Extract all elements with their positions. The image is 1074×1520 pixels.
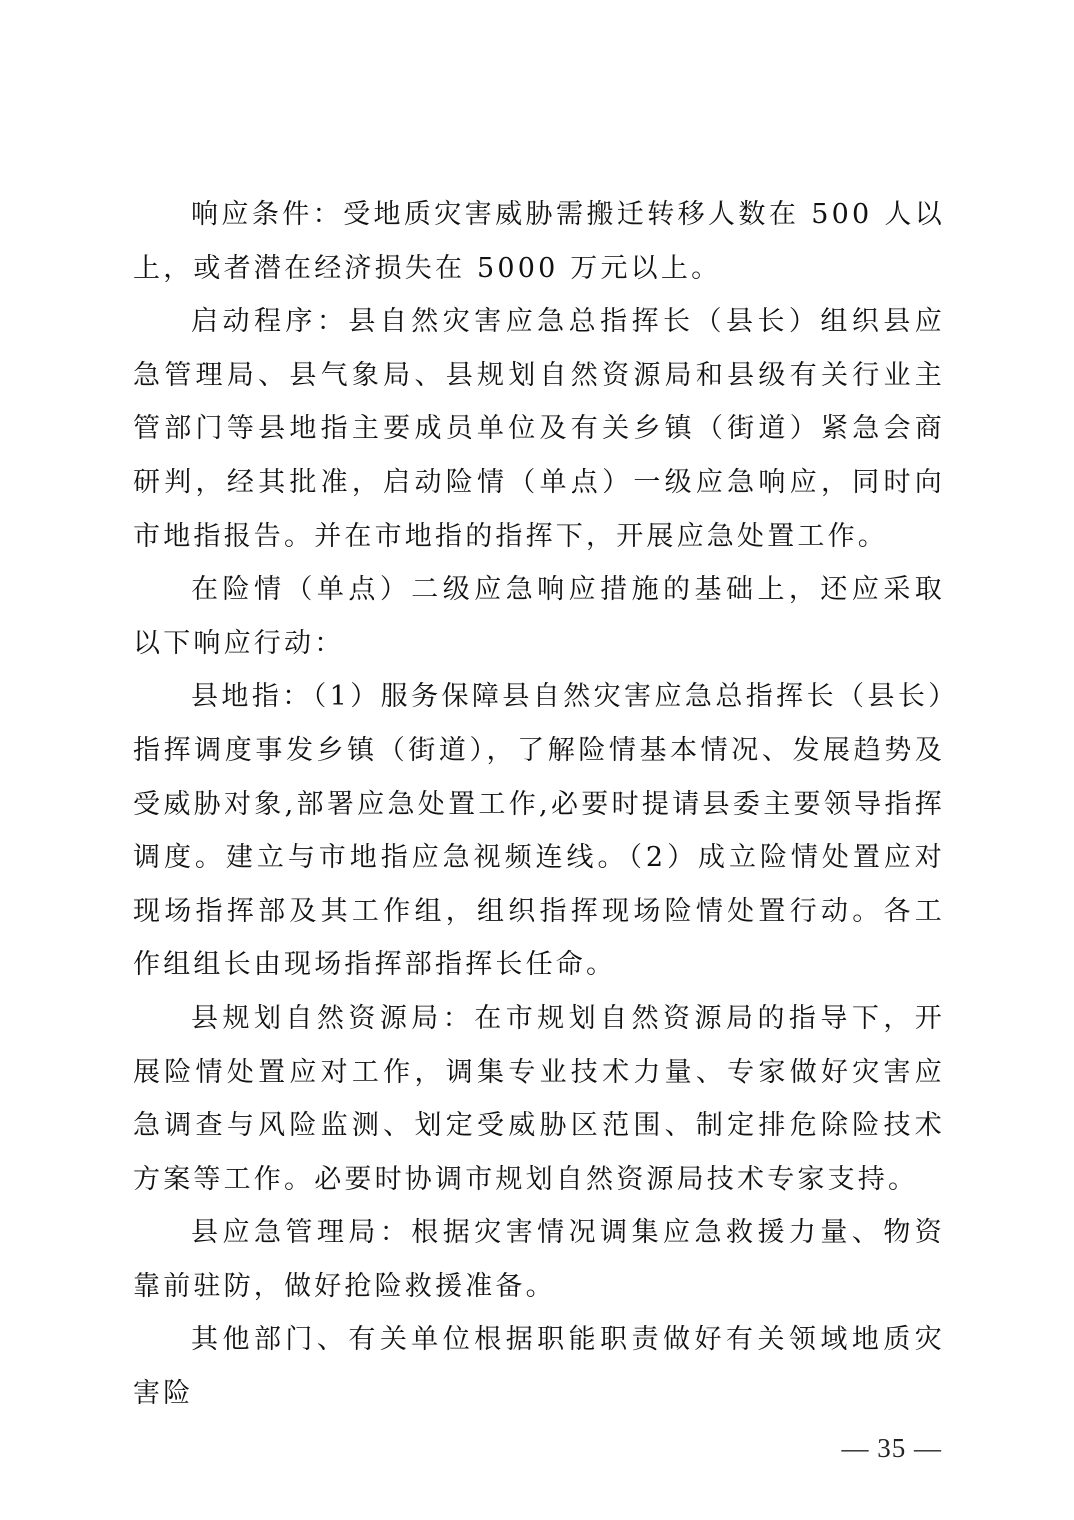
paragraph-additional-actions: 在险情（单点）二级应急响应措施的基础上，还应采取以下响应行动： xyxy=(133,574,945,659)
paragraph-response-conditions: 响应条件：受地质灾害威胁需搬迁转移人数在 500 人以上，或者潜在经济损失在 5000 万元以上。 xyxy=(133,199,945,284)
paragraph-other-departments: 其他部门、有关单位根据职能职责做好有关领域地质灾害险 xyxy=(133,1324,945,1410)
paragraph-county-geo-command: 县地指：（1）服务保障县自然灾害应急总指挥长（县长）指挥调度事发乡镇（街道），了解险情基本情况、发展趋势及受威胁对象,部署应急处置工作,必要时提请县委主要领导指挥调度。建立与市地指应急视频连线。（2）成立险情处置应对现场指挥部及其工作组，组织指挥现场险情处置行动。各工作组组长由现场指挥部指挥长任命。 xyxy=(133,681,945,981)
paragraph-planning-resources-bureau: 县规划自然资源局：在市规划自然资源局的指导下，开展险情处置应对工作，调集专业技术力量、专家做好灾害应急调查与风险监测、划定受威胁区范围、制定排危除险技术方案等工作。必要时协调市规划自然资源局技术专家支持。 xyxy=(133,1002,945,1195)
paragraph-emergency-management-bureau: 县应急管理局：根据灾害情况调集应急救援力量、物资靠前驻防，做好抢险救援准备。 xyxy=(133,1217,945,1302)
body-text xyxy=(133,188,945,1421)
paragraph-startup-procedure: 启动程序：县自然灾害应急总指挥长（县长）组织县应急管理局、县气象局、县规划自然资源局和县级有关行业主管部门等县地指主要成员单位及有关乡镇（街道）紧急会商研判，经其批准，启动险情（单点）一级应急响应，同时向市地指报告。并在市地指的指挥下，开展应急处置工作。 xyxy=(133,306,945,552)
page-number: — 35 — xyxy=(841,1433,942,1463)
